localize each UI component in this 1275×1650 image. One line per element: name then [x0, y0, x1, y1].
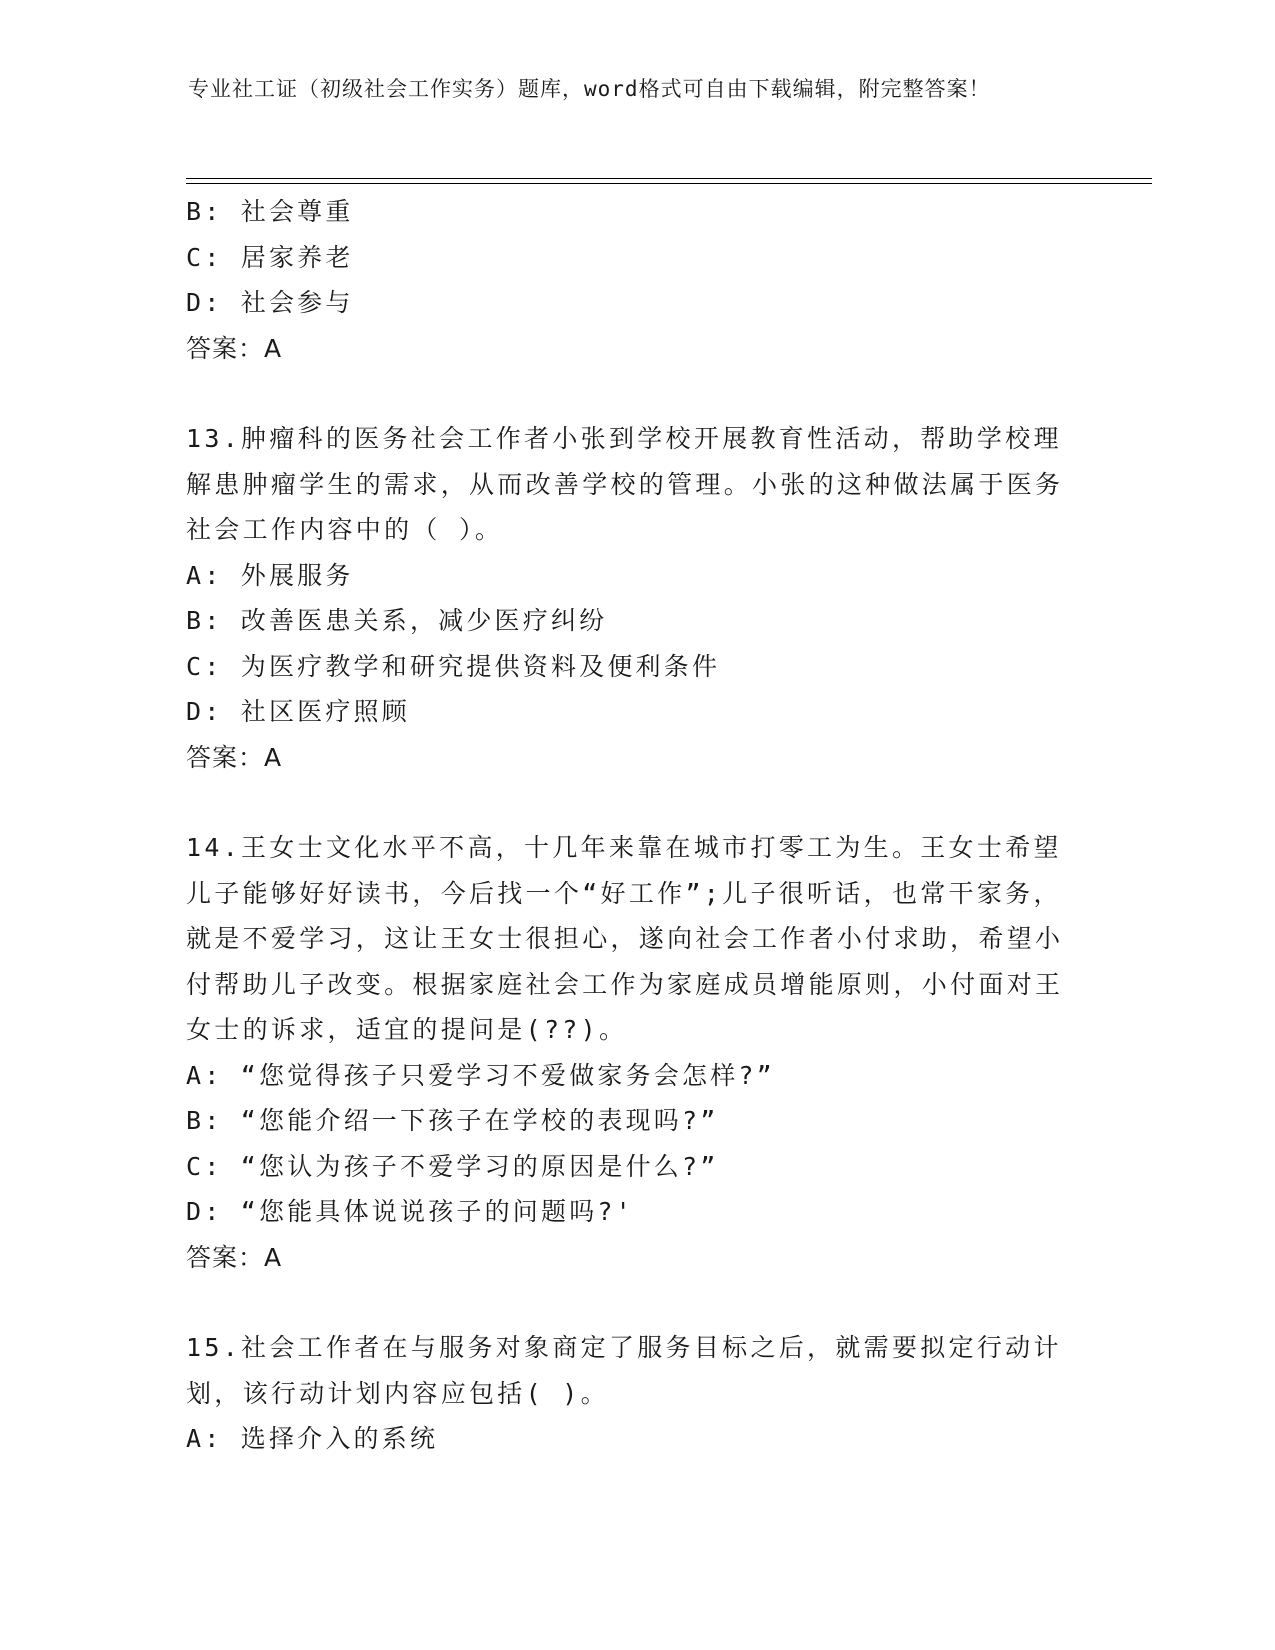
spacer: [186, 780, 1076, 825]
answer: 答案：A: [186, 742, 283, 772]
question-15: [186, 1325, 1076, 1462]
option-b: B: 社会尊重: [186, 197, 354, 226]
question-stem: 14.王女士文化水平不高，十几年来靠在城市打零工为生。王女士希望儿子能够好好读书，今后找一个“好工作”;儿子很听话，也常干家务，就是不爱学习，这让王女士很担心，遂向社会工作者小付求助，希望小付帮助儿子改变。根据家庭社会工作为家庭成员增能原则，小付面对王女士的诉求，适宜的提问是(??)。: [186, 833, 1064, 1044]
answer: 答案：A: [186, 333, 283, 363]
option-c: C: “您认为孩子不爱学习的原因是什么?”: [186, 1151, 719, 1181]
answer: 答案：A: [186, 1242, 283, 1272]
option-c: C: 居家养老: [186, 242, 354, 272]
question-14: [186, 825, 1076, 1280]
header-rule-top: [186, 178, 1152, 179]
header-rule-bottom: [186, 183, 1152, 184]
document-header: [188, 74, 1068, 105]
option-a: A: 选择介入的系统: [186, 1424, 439, 1453]
spacer: [186, 1280, 1076, 1325]
option-c: C: 为医疗教学和研究提供资料及便利条件: [186, 651, 721, 681]
option-a: A: 外展服务: [186, 560, 354, 590]
option-b: B: 改善医患关系，减少医疗纠纷: [186, 606, 608, 635]
option-d: D: “您能具体说说孩子的问题吗?': [186, 1197, 634, 1226]
question-content: [186, 189, 1076, 1462]
spacer: [186, 371, 1076, 416]
option-b: B: “您能介绍一下孩子在学校的表现吗?”: [186, 1106, 719, 1135]
question-13: [186, 416, 1076, 780]
question-12-tail: [186, 189, 1076, 371]
header-title: 专业社工证（初级社会工作实务）题库，word格式可自由下载编辑，附完整答案！: [188, 77, 991, 101]
option-d: D: 社区医疗照顾: [186, 697, 410, 726]
option-a: A: “您觉得孩子只爱学习不爱做家务会怎样?”: [186, 1060, 775, 1090]
question-stem: 13.肿瘤科的医务社会工作者小张到学校开展教育性活动，帮助学校理解患肿瘤学生的需求，从而改善学校的管理。小张的这种做法属于医务社会工作内容中的（ ）。: [186, 424, 1064, 544]
option-d: D: 社会参与: [186, 288, 354, 317]
question-stem: 15.社会工作者在与服务对象商定了服务目标之后，就需要拟定行动计划，该行动计划内容应包括( )。: [186, 1333, 1062, 1408]
